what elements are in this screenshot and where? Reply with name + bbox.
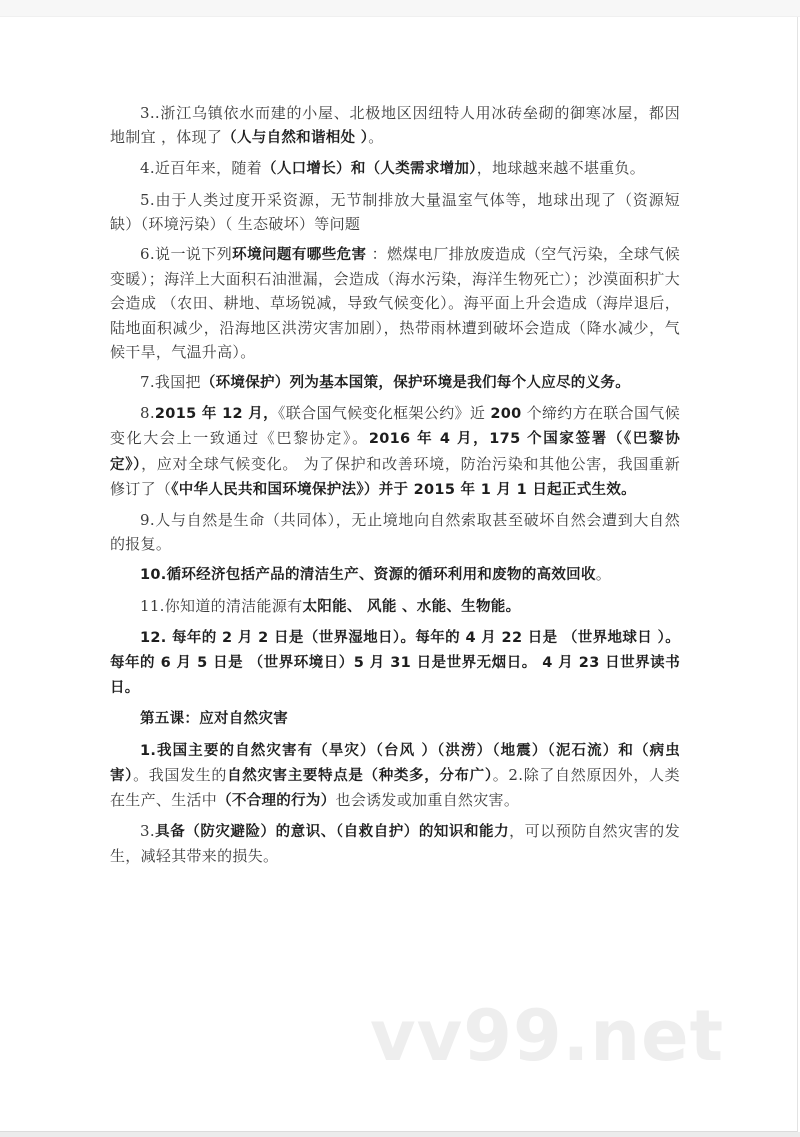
bold-text: 1.我国主要的自然灾害有（旱灾）（台风 ）（洪涝）（地震）（泥石流）和（病虫害）: [110, 742, 680, 784]
bold-text: （人口增长）和（人类需求增加）: [262, 161, 477, 178]
paragraph: [110, 101, 680, 150]
bold-text: 200: [490, 406, 522, 423]
text: 11.你知道的清洁能源有: [140, 596, 303, 615]
text: 3..浙江乌镇依水而建的小屋、北极地区因纽特人用冰砖垒砌的御寒冰屋，都因地制宜 ，体现了: [110, 104, 680, 147]
text: ，应对全球气候变化。 为了保护和改善环境，防治污染和其他公害，我国重新修订了（: [110, 454, 680, 498]
bold-text: （不合理的行为）: [217, 793, 336, 810]
paragraph: [110, 401, 680, 502]
text: ：燃煤电厂排放废造成（空气污染，全球气候变暖）；海洋上大面积石油泄漏，会造成（海水污染，海洋生物死亡）；沙漠面积扩大会造成 （农田、耕地、草场锐减，导致气候变化）。海平面上升会造成（海岸退后，陆地面积减少，沿海地区洪涝灾害加剧），热带雨林遭到破坏会造成（降水减少，气候干旱，气温升高）。: [110, 245, 680, 361]
text: 。: [368, 128, 384, 147]
text: 8.: [140, 404, 155, 423]
bold-text: 太阳能、 风能 、水能、生物能。: [302, 598, 521, 615]
paragraph: [110, 156, 680, 181]
text: 9.人与自然是生命（共同体），无止境地向自然索取甚至破坏自然会遭到大自然的报复。: [110, 511, 680, 554]
viewer-bottom-strip: [0, 1132, 800, 1137]
paragraph: [110, 508, 680, 556]
viewer-top-strip: [0, 0, 800, 17]
text: 《联合国气候变化框架公约》近: [277, 404, 491, 423]
paragraph: [110, 242, 680, 364]
text: 也会诱发或加重自然灾害。: [335, 791, 520, 810]
text: 6.说一说下列: [140, 245, 233, 264]
bold-text: 自然灾害主要特点是（种类多，分布广）: [227, 767, 493, 784]
text: 。2.除了自然原因外，人类在生产、生活中: [110, 765, 680, 810]
bold-text: 具备（防灾避险）的意识、（自救自护）的知识和能力: [154, 824, 510, 841]
document-content: [110, 101, 680, 875]
bold-text: 环境问题有哪些危害: [232, 247, 367, 264]
text: 7.我国把: [140, 373, 201, 392]
bold-text: 12. 每年的 2 月 2 日是（世界湿地日）。每年的 4 月 22 日是 （世界地球日 ）。每年的 6 月 5 日是 （世界环境日）5 月 31 日是世界无烟日。 4 月 23 日世界读书日。: [110, 629, 680, 697]
bold-text: （环境保护）列为基本国策，保护环境是我们每个人应尽的义务。: [200, 375, 631, 392]
section-heading: [110, 706, 680, 731]
text: 4.近百年来，随着: [140, 159, 263, 178]
paragraph: [110, 738, 680, 814]
text: ，地球越来越不堪重负。: [476, 159, 646, 178]
text: 个缔约方在联合国气候变化大会上一致通过《巴黎协定》。: [110, 404, 680, 448]
bold-text: 《中华人民共和国环境保护法》）并于 2015 年 1 月 1 日起正式生效。: [171, 481, 636, 498]
paragraph: [110, 370, 680, 395]
text: 5.由于人类过度开采资源，无节制排放大量温室气体等，地球出现了（资源短缺）（环境污染）（ 生态破坏）等问题: [110, 190, 680, 233]
bold-text: 2015 年 12 月，: [154, 406, 278, 423]
watermark: vv99.net: [370, 995, 725, 1077]
paragraph: [110, 819, 680, 868]
document-page: [0, 17, 798, 1132]
text: 3.: [140, 822, 155, 841]
text: 。: [595, 565, 612, 584]
bold-text: （人与自然和谐相处 ）: [222, 130, 369, 147]
text: ，可以预防自然灾害的发生，减轻其带来的损失。: [110, 822, 680, 866]
paragraph: [110, 188, 680, 236]
bold-text: 2016 年 4 月，175 个国家签署（《巴黎协定》）: [110, 431, 680, 473]
paragraph: [110, 562, 680, 587]
paragraph: [110, 594, 680, 619]
text: 。我国发生的: [133, 765, 228, 784]
bold-text: 10.循环经济包括产品的清洁生产、资源的循环利用和废物的高效回收: [140, 567, 596, 584]
paragraph: [110, 625, 680, 701]
bold-text: 第五课：应对自然灾害: [140, 711, 288, 728]
